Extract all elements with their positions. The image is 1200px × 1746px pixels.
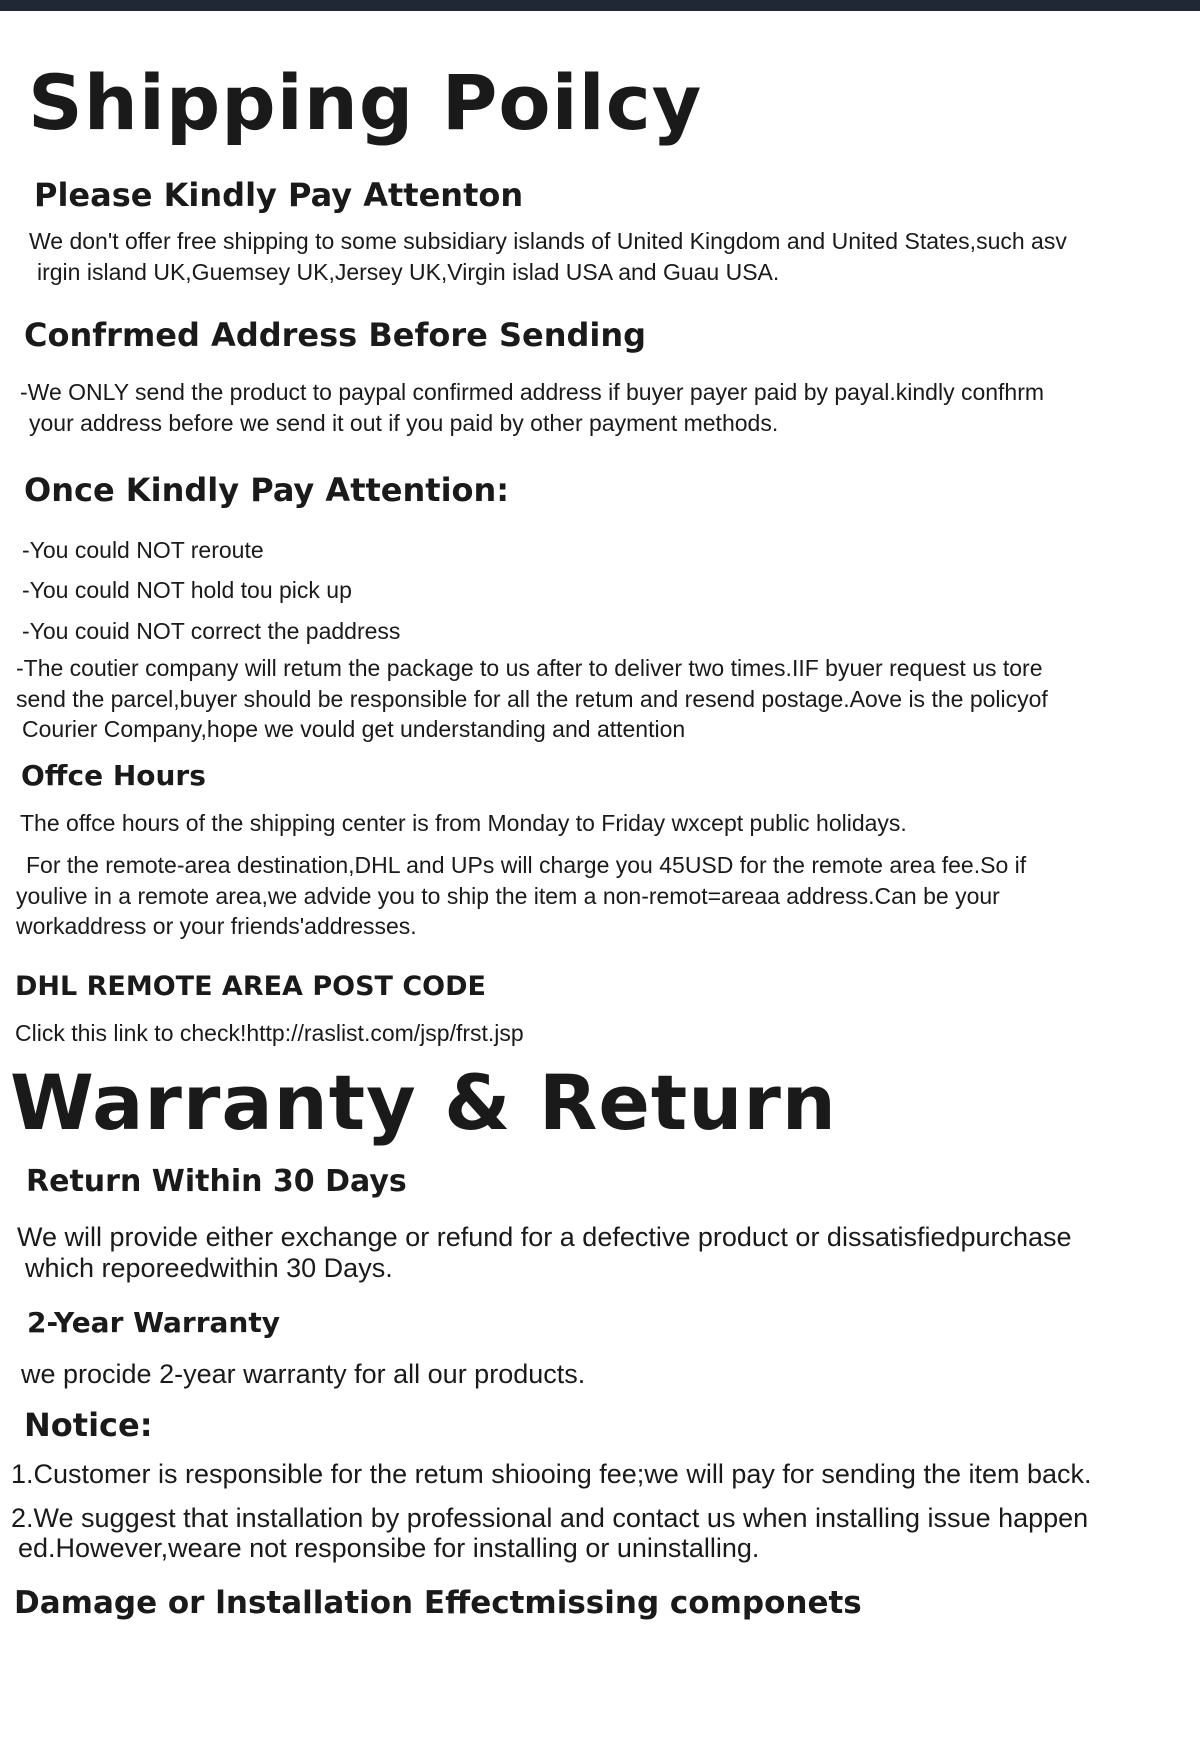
return-heading: Return Within 30 Days (26, 1164, 407, 1199)
top-bar (0, 0, 1200, 11)
office-hours-heading: Offce Hours (21, 759, 206, 792)
once-attention-heading: Once Kindly Pay Attention: (24, 471, 510, 509)
once-item-reroute: -You could NOT reroute (22, 537, 264, 563)
damage-heading: Damage or lnstallation Effectmissing componets (14, 1585, 862, 1621)
notice-heading: Notice: (24, 1406, 153, 1444)
remote-area-text-line2: youlive in a remote area,we advide you to ship the item a non-remot=areaa address.Can be your (16, 883, 1000, 909)
once-item-hold: -You could NOT hold tou pick up (22, 577, 352, 603)
notice-item-2-line2: ed.However,weare not responsibe for installing or uninstalling. (18, 1533, 760, 1563)
address-text-line1: -We ONLY send the product to paypal confirmed address if buyer payer paid by payal.kindly confhrm (20, 379, 1045, 405)
dhl-check-link[interactable]: Click this link to check!http://raslist.com/jsp/frst.jsp (15, 1020, 524, 1046)
return-text-line2: which reporeedwithin 30 Days. (25, 1253, 393, 1283)
return-text-line1: We will provide either exchange or refund for a defective product or dissatisfiedpurchase (17, 1222, 1072, 1252)
notice-item-1: 1.Customer is responsible for the retum shiooing fee;we will pay for sending the item back. (11, 1459, 1092, 1489)
courier-text-line3: Courier Company,hope we vould get understanding and attention (22, 716, 686, 742)
attention-text-line1: We don't offer free shipping to some subsidiary islands of United Kingdom and United States,such asv (29, 228, 1067, 254)
warranty-return-title: Warranty & Return (10, 1058, 837, 1147)
warranty-text: we procide 2-year warranty for all our products. (21, 1359, 586, 1389)
remote-area-text-line3: workaddress or your friends'addresses. (16, 913, 417, 939)
attention-heading: Please Kindly Pay Attenton (34, 176, 524, 214)
courier-text-line1: -The coutier company will retum the package to us after to deliver two times.IIF byuer request us tore (16, 655, 1043, 681)
address-heading: Confrmed Address Before Sending (24, 316, 647, 354)
dhl-remote-heading: DHL REMOTE AREA POST CODE (15, 971, 486, 1002)
shipping-policy-title: Shipping Poilcy (28, 58, 703, 147)
courier-text-line2: send the parcel,buyer should be responsible for all the retum and resend postage.Aove is the policyof (16, 686, 1048, 712)
address-text-line2: your address before we send it out if you paid by other payment methods. (29, 410, 779, 436)
office-hours-text: The offce hours of the shipping center is from Monday to Friday wxcept public holidays. (20, 810, 907, 836)
attention-text-line2: irgin island UK,Guemsey UK,Jersey UK,Virgin islad USA and Guau USA. (37, 259, 780, 285)
remote-area-text-line1: For the remote-area destination,DHL and UPs will charge you 45USD for the remote area fee.So if (26, 852, 1027, 878)
notice-item-2-line1: 2.We suggest that installation by professional and contact us when installing issue happen (11, 1503, 1089, 1533)
warranty-heading: 2-Year Warranty (27, 1306, 280, 1339)
once-item-address: -You couid NOT correct the paddress (22, 618, 401, 644)
